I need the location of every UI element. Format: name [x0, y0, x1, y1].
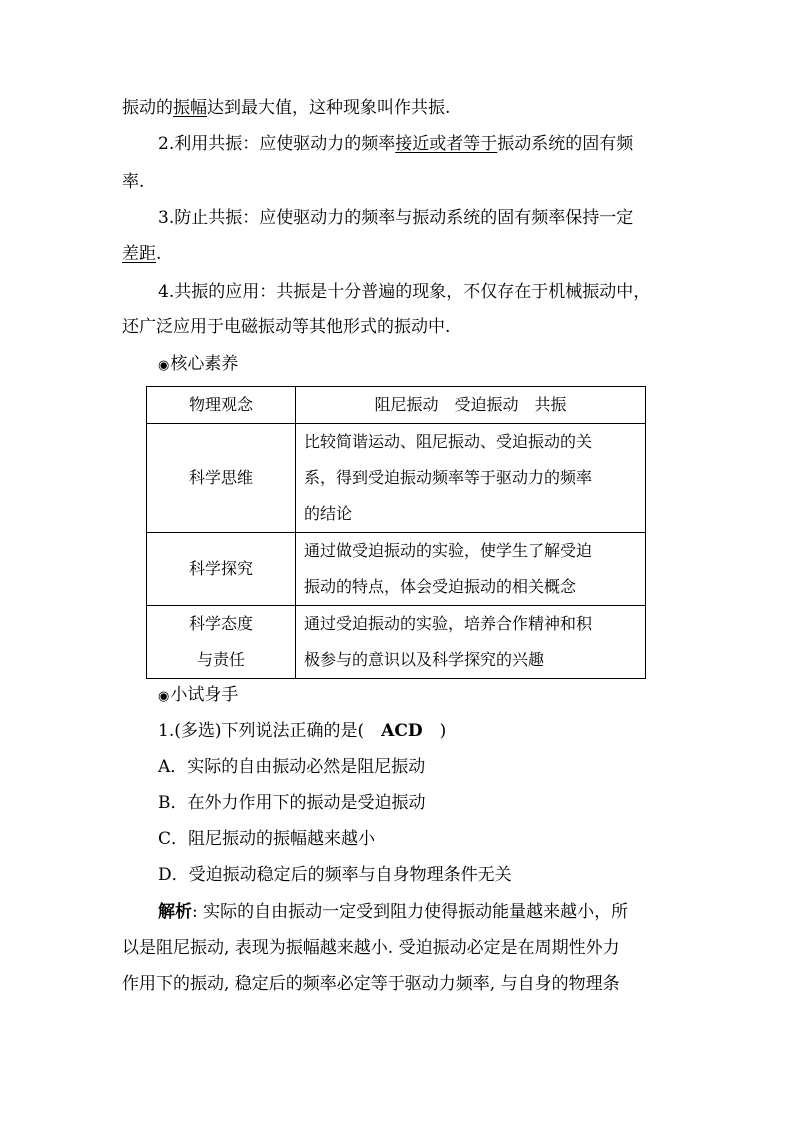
cell-line: 科学探究 [188, 559, 253, 578]
option-b: B．在外力作用下的振动是受迫振动 [158, 793, 426, 813]
text-span: 振动系统的固有频 [497, 134, 634, 154]
item-4-line: 4.共振的应用：共振是十分普遍的现象，不仅存在于机械振动中， [158, 282, 651, 302]
cell-line: 与责任 [196, 650, 245, 669]
try-yourself-heading [158, 683, 238, 709]
cell-line: 极参与的意识以及科学探究的兴趣 [304, 650, 545, 669]
analysis-label: 解析 [158, 902, 192, 922]
core-literacy-heading [158, 352, 238, 378]
cell-line: 通过做受迫振动的实验，使学生了解受迫 [304, 541, 593, 560]
analysis-line-2: 以是阻尼振动, 表现为振幅越来越小. 受迫振动必定是在周期性外力 [122, 938, 620, 958]
text-span: : 实际的自由振动一定受到阻力使得振动能量越来越小，所 [192, 902, 629, 922]
bullseye-icon: ◉ [158, 358, 170, 373]
table-cell-value [296, 606, 646, 679]
option-c: C．阻尼振动的振幅越来越小 [158, 829, 376, 849]
cell-line: 振动的特点，体会受迫振动的相关概念 [304, 577, 577, 596]
table-row [147, 387, 646, 424]
cell-line: 比较简谐运动、阻尼振动、受迫振动的关 [304, 432, 593, 451]
underlined-term-gap: 差距 [122, 244, 156, 264]
table-cell-key: 物理观念 [147, 387, 296, 424]
text-span: ) [422, 721, 447, 741]
table-cell-key [147, 533, 296, 606]
table-row [147, 533, 646, 606]
analysis-line-1 [158, 900, 628, 924]
question-stem [158, 719, 446, 743]
cell-line: 科学态度 [188, 614, 253, 633]
table-cell-value [296, 424, 646, 533]
text-span: 达到最大值，这种现象叫作共振. [207, 98, 451, 118]
underlined-term-amplitude: 振幅 [173, 98, 207, 118]
cell-line: 的结论 [304, 504, 353, 523]
analysis-line-3: 作用下的振动, 稳定后的频率必定等于驱动力频率, 与自身的物理条 [122, 974, 620, 994]
text-span: 2.利用共振：应使驱动力的频率 [158, 134, 396, 154]
core-literacy-table [146, 386, 646, 679]
option-d: D．受迫振动稳定后的频率与自身物理条件无关 [158, 865, 512, 885]
text-span: 1.(多选)下列说法正确的是( [158, 721, 382, 741]
item-4-continuation: 还广泛应用于电磁振动等其他形式的振动中. [122, 317, 451, 337]
cell-line: 通过受迫振动的实验，培养合作精神和积 [304, 614, 593, 633]
table-cell-value [296, 533, 646, 606]
item-2-continuation: 率. [122, 172, 145, 192]
section-title: 小试身手 [170, 685, 239, 705]
resonance-definition-line [122, 96, 450, 120]
table-row [147, 606, 646, 679]
item-2-line [158, 132, 633, 156]
underlined-term-close-or-equal: 接近或者等于 [395, 134, 498, 154]
table-cell-key [147, 424, 296, 533]
cell-line: 科学思维 [188, 468, 253, 487]
table-row [147, 424, 646, 533]
item-3-continuation [122, 242, 161, 266]
option-a: A．实际的自由振动必然是阻尼振动 [158, 757, 426, 777]
answer-text: ACD [381, 721, 423, 741]
cell-line: 系，得到受迫振动频率等于驱动力的频率 [304, 468, 593, 487]
table-cell-value: 阻尼振动 受迫振动 共振 [296, 387, 646, 424]
bullseye-icon: ◉ [158, 689, 170, 704]
item-3-line: 3.防止共振：应使驱动力的频率与振动系统的固有频率保持一定 [158, 208, 634, 228]
section-title: 核心素养 [170, 354, 239, 374]
text-span: 振动的 [122, 98, 173, 118]
text-span: . [156, 244, 162, 264]
table-cell-key [147, 606, 296, 679]
